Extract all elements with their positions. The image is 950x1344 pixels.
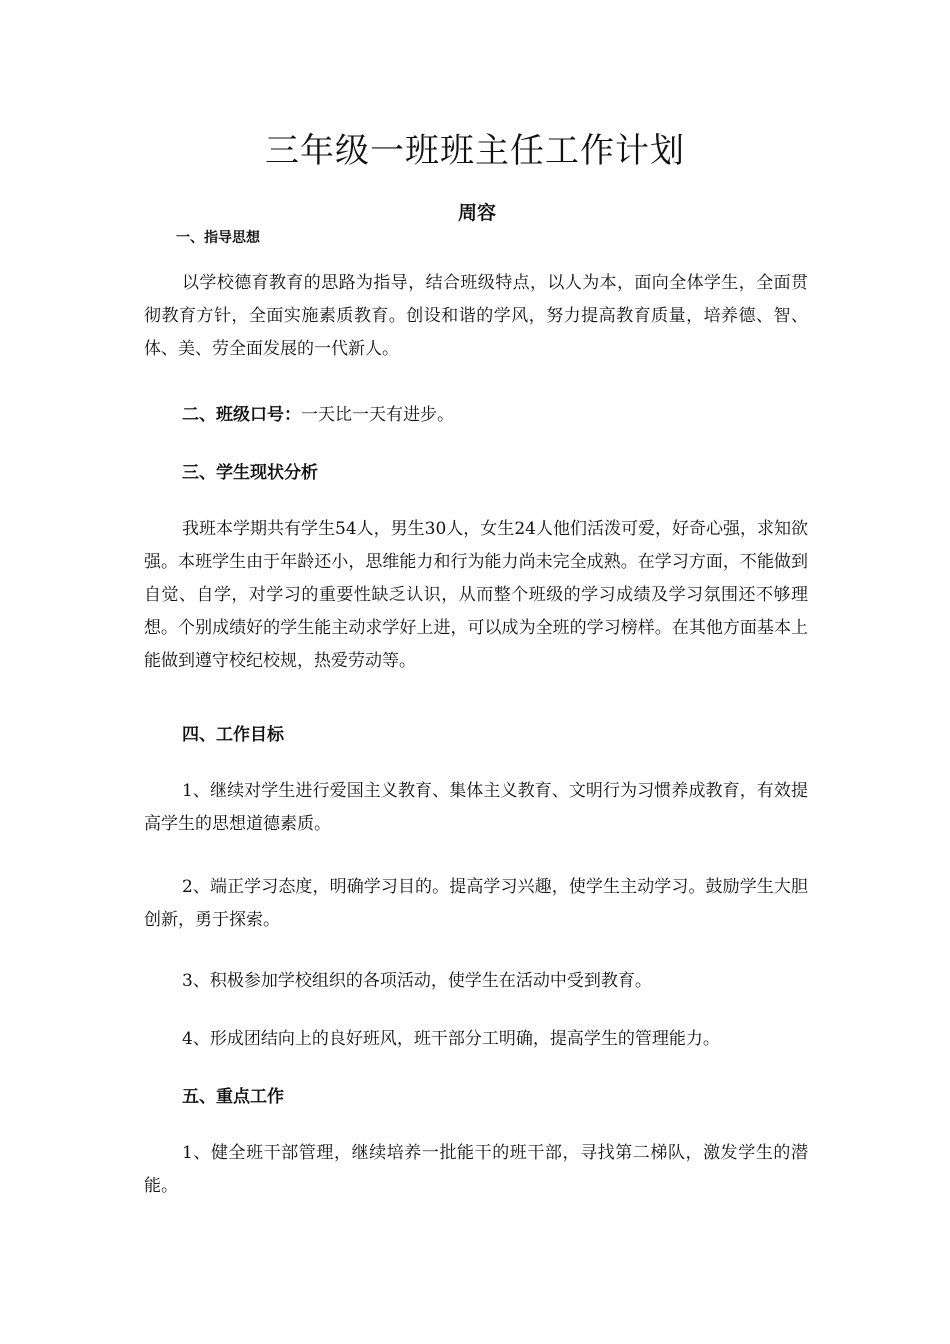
author-name: 周容: [458, 202, 497, 224]
section-heading-key-work: 五、重点工作: [182, 1087, 284, 1107]
paragraph-student-analysis: 我班本学期共有学生54人，男生30人，女生24人他们活泼可爱，好奇心强，求知欲强。本班学生由于年龄还小，思维能力和行为能力尚未完全成熟。在学习方面，不能做到自觉、自学，对学习的重要性缺乏认识，从而整个班级的学习成绩及学习氛围还不够理想。个别成绩好的学生能主动求学好上进，可以成为全班的学习榜样。在其他方面基本上能做到遵守校纪校规，热爱劳动等。: [144, 519, 808, 671]
goal-item-1: 1、继续对学生进行爱国主义教育、集体主义教育、文明行为习惯养成教育，有效提高学生的思想道德素质。: [144, 781, 808, 834]
section-heading-class-slogan: 二、班级口号：: [182, 405, 301, 425]
paragraph-guiding-thought: 以学校德育教育的思路为指导，结合班级特点，以人为本，面向全体学生，全面贯彻教育方针，全面实施素质教育。创设和谐的学风，努力提高教育质量，培养德、智、体、美、劳全面发展的一代新人。: [144, 273, 808, 359]
class-slogan-text: 一天比一天有进步。: [301, 405, 454, 425]
goal-item-2: 2、端正学习态度，明确学习目的。提高学习兴趣，使学生主动学习。鼓励学生大胆创新，勇于探索。: [144, 877, 808, 930]
document-title: 三年级一班班主任工作计划: [265, 131, 685, 171]
goal-item-4: 4、形成团结向上的良好班风，班干部分工明确，提高学生的管理能力。: [182, 1029, 720, 1049]
section-heading-guiding-thought: 一、指导思想: [176, 230, 260, 246]
key-work-item-1: 1、健全班干部管理，继续培养一批能干的班干部，寻找第二梯队，激发学生的潜能。: [144, 1143, 808, 1196]
class-slogan-line: [182, 402, 454, 428]
goal-item-3: 3、积极参加学校组织的各项活动，使学生在活动中受到教育。: [182, 971, 652, 991]
section-heading-student-analysis: 三、学生现状分析: [182, 463, 318, 483]
section-heading-work-goals: 四、工作目标: [182, 725, 284, 745]
